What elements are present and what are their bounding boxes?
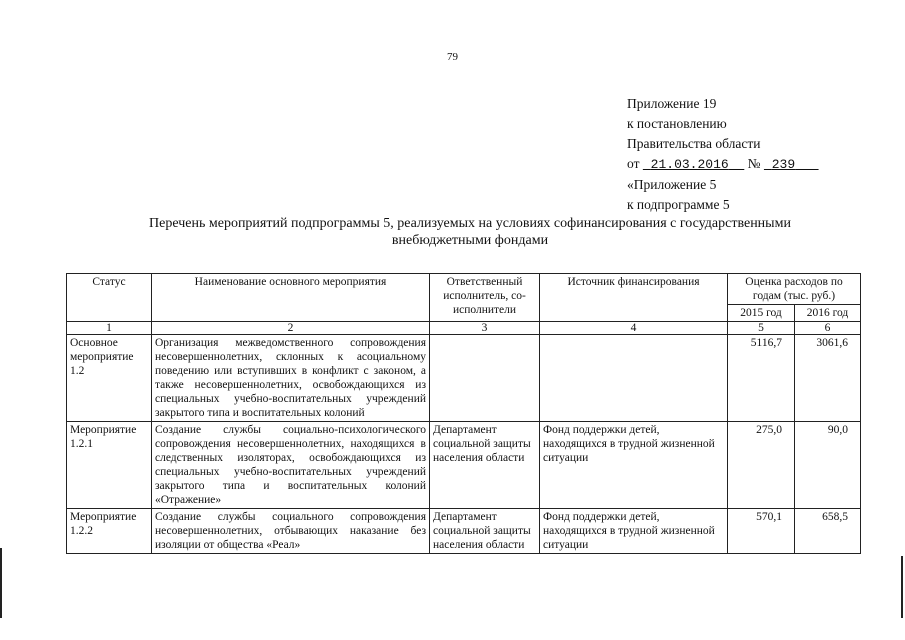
appendix-to-resolution: к постановлению xyxy=(627,116,727,131)
table-row xyxy=(67,335,861,422)
cell-name: Создание службы социального сопровождения несовершеннолетних, отбывающих наказание без изоляции от общества «Реал» xyxy=(152,509,430,554)
title-line-1: Перечень мероприятий подпрограммы 5, реализуемых на условиях софинансирования с государственными xyxy=(149,216,791,231)
cell-status: Мероприятие 1.2.2 xyxy=(67,509,152,554)
appendix-date-line xyxy=(627,154,819,175)
cell-2015: 570,1 xyxy=(728,509,795,554)
column-number: 1 xyxy=(67,322,152,335)
column-number: 2 xyxy=(152,322,430,335)
cell-2015: 275,0 xyxy=(728,422,795,509)
cell-source: Фонд поддержки детей, находящихся в трудной жизненной ситуации xyxy=(540,509,728,554)
cell-responsible xyxy=(430,335,540,422)
column-numbers-row xyxy=(67,322,861,335)
header-responsible: Ответственный исполнитель, со-исполнители xyxy=(430,274,540,322)
header-source: Источник финансирования xyxy=(540,274,728,322)
cell-source: Фонд поддержки детей, находящихся в трудной жизненной ситуации xyxy=(540,422,728,509)
page-number: 79 xyxy=(447,51,458,63)
cell-status: Основное мероприятие 1.2 xyxy=(67,335,152,422)
header-year-2016: 2016 год xyxy=(795,305,861,322)
header-status: Статус xyxy=(67,274,152,322)
column-number: 5 xyxy=(728,322,795,335)
cell-responsible: Департамент социальной защиты населения области xyxy=(430,422,540,509)
table-row xyxy=(67,509,861,554)
resolution-date: 21.03.2016 xyxy=(650,157,729,172)
cell-source xyxy=(540,335,728,422)
appendix-subprogram: к подпрограмме 5 xyxy=(627,197,730,212)
table-row xyxy=(67,422,861,509)
cell-name: Организация межведомственного сопровождения несовершеннолетних, склонных к асоциальному поведению или вступивших в конфликт с законом, а также несовершеннолетних, освобождающихся из специальных учебно-воспитательных учреждений закрытого типа и воспитательных колоний xyxy=(152,335,430,422)
header-year-2015: 2015 год xyxy=(728,305,795,322)
document-title xyxy=(100,215,840,249)
measures-table xyxy=(66,273,861,554)
appendix-block xyxy=(627,94,819,215)
cell-2015: 5116,7 xyxy=(728,335,795,422)
appendix-5-title: «Приложение 5 xyxy=(627,177,717,192)
column-number: 6 xyxy=(795,322,861,335)
title-line-2: внебюджетными фондами xyxy=(391,233,549,248)
appendix-government: Правительства области xyxy=(627,136,761,151)
cell-2016: 3061,6 xyxy=(795,335,861,422)
scan-edge-left xyxy=(0,548,2,618)
cell-2016: 658,5 xyxy=(795,509,861,554)
scan-edge-right xyxy=(901,556,903,618)
header-name: Наименование основного мероприятия xyxy=(152,274,430,322)
column-number: 4 xyxy=(540,322,728,335)
cell-status: Мероприятие 1.2.1 xyxy=(67,422,152,509)
date-prefix: от xyxy=(627,156,640,171)
table-header-row xyxy=(67,274,861,305)
header-estimate: Оценка расходов по годам (тыс. руб.) xyxy=(728,274,861,305)
cell-2016: 90,0 xyxy=(795,422,861,509)
number-prefix: № xyxy=(747,156,761,171)
resolution-number: 239 xyxy=(771,157,796,172)
cell-responsible: Департамент социальной защиты населения области xyxy=(430,509,540,554)
column-number: 3 xyxy=(430,322,540,335)
cell-name: Создание службы социально-психологического сопровождения несовершеннолетних, находящихся в следственных изоляторах, освобождающихся из специальных учебно-воспитательных учреждений закрытого типа и воспитательных колоний «Отражение» xyxy=(152,422,430,509)
appendix-title: Приложение 19 xyxy=(627,96,717,111)
